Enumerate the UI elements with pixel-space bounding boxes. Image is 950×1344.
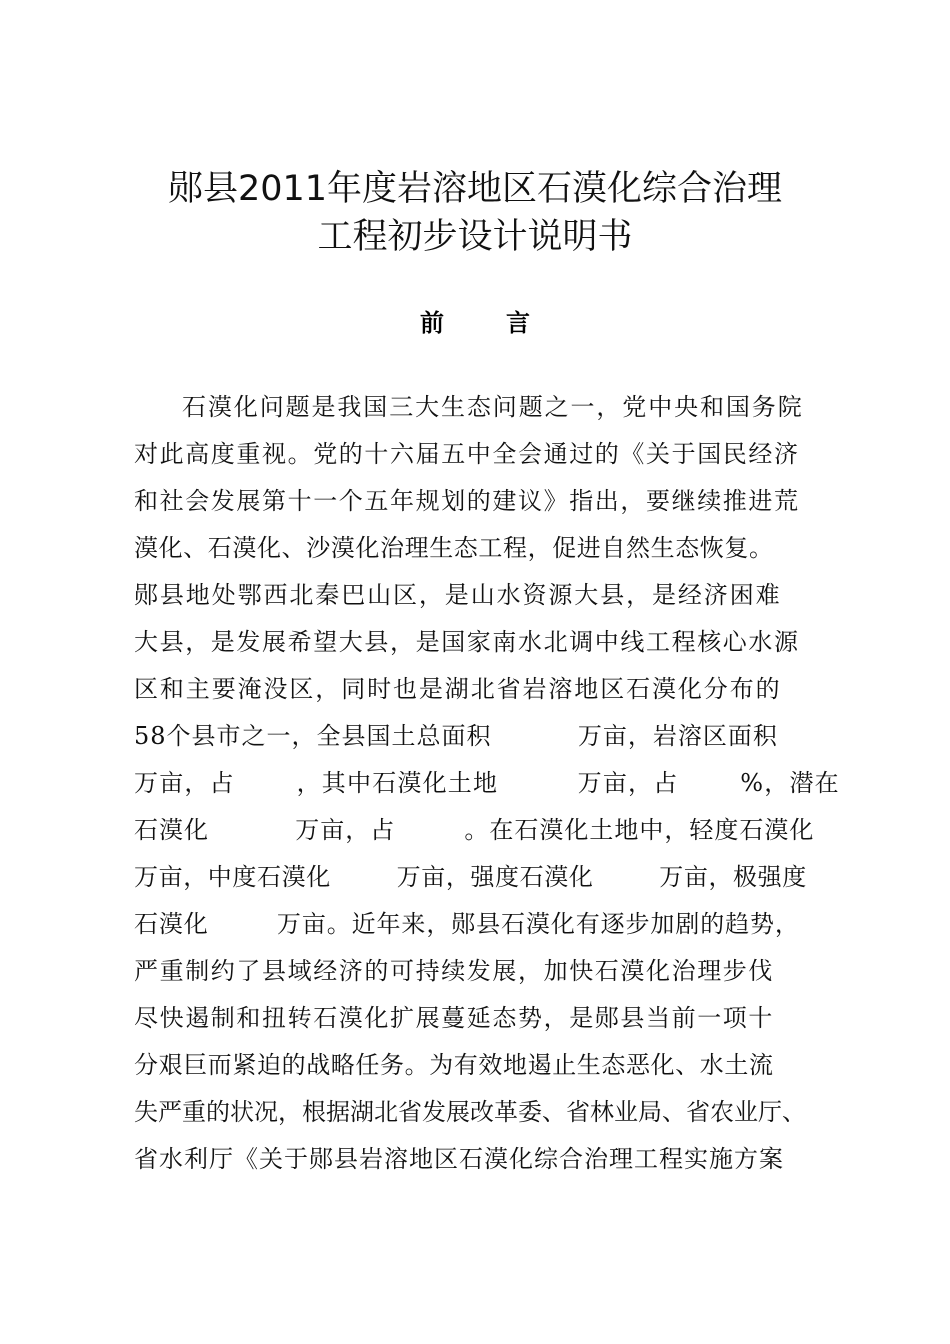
document-title-line-1: 郧县2011年度岩溶地区石漠化综合治理 xyxy=(167,169,783,209)
paragraph-line: 失严重的状况，根据湖北省发展改革委、省林业局、省农业厅、 xyxy=(134,1098,806,1126)
paragraph-line: 大县，是发展希望大县，是国家南水北调中线工程核心水源 xyxy=(134,628,800,656)
paragraph-line: 分艰巨而紧迫的战略任务。为有效地遏止生态恶化、水土流 xyxy=(134,1051,774,1079)
paragraph-line: 漠化、石漠化、沙漠化治理生态工程，促进自然生态恢复。 xyxy=(134,534,774,562)
paragraph-line: 石漠化问题是我国三大生态问题之一，党中央和国务院 xyxy=(182,393,804,421)
foreword-paragraph xyxy=(134,384,840,1183)
paragraph-line: 严重制约了县域经济的可持续发展，加快石漠化治理步伐 xyxy=(134,957,774,985)
paragraph-line: 万亩，占 ，其中石漠化土地 万亩，占 %，潜在 xyxy=(134,769,840,797)
paragraph-line: 石漠化 万亩，占 。在石漠化土地中，轻度石漠化 xyxy=(134,816,815,844)
paragraph-line: 尽快遏制和扭转石漠化扩展蔓延态势，是郧县当前一项十 xyxy=(134,1004,774,1032)
paragraph-line: 万亩，中度石漠化 万亩，强度石漠化 万亩，极强度 xyxy=(134,863,807,891)
paragraph-line: 省水利厅《关于郧县岩溶地区石漠化综合治理工程实施方案 xyxy=(134,1145,784,1173)
paragraph-line: 区和主要淹没区，同时也是湖北省岩溶地区石漠化分布的 xyxy=(134,675,782,703)
document-title-line-2: 工程初步设计说明书 xyxy=(317,217,633,257)
section-heading: 前言 xyxy=(420,309,592,337)
paragraph-line: 对此高度重视。党的十六届五中全会通过的《关于国民经济 xyxy=(134,440,800,468)
paragraph-line: 和社会发展第十一个五年规划的建议》指出，要继续推进荒 xyxy=(134,487,800,515)
paragraph-line: 石漠化 万亩。近年来，郧县石漠化有逐步加剧的趋势， xyxy=(134,910,800,938)
paragraph-line: 郧县地处鄂西北秦巴山区，是山水资源大县，是经济困难 xyxy=(134,581,782,609)
paragraph-line: 58个县市之一，全县国土总面积 万亩，岩溶区面积 xyxy=(134,722,778,750)
